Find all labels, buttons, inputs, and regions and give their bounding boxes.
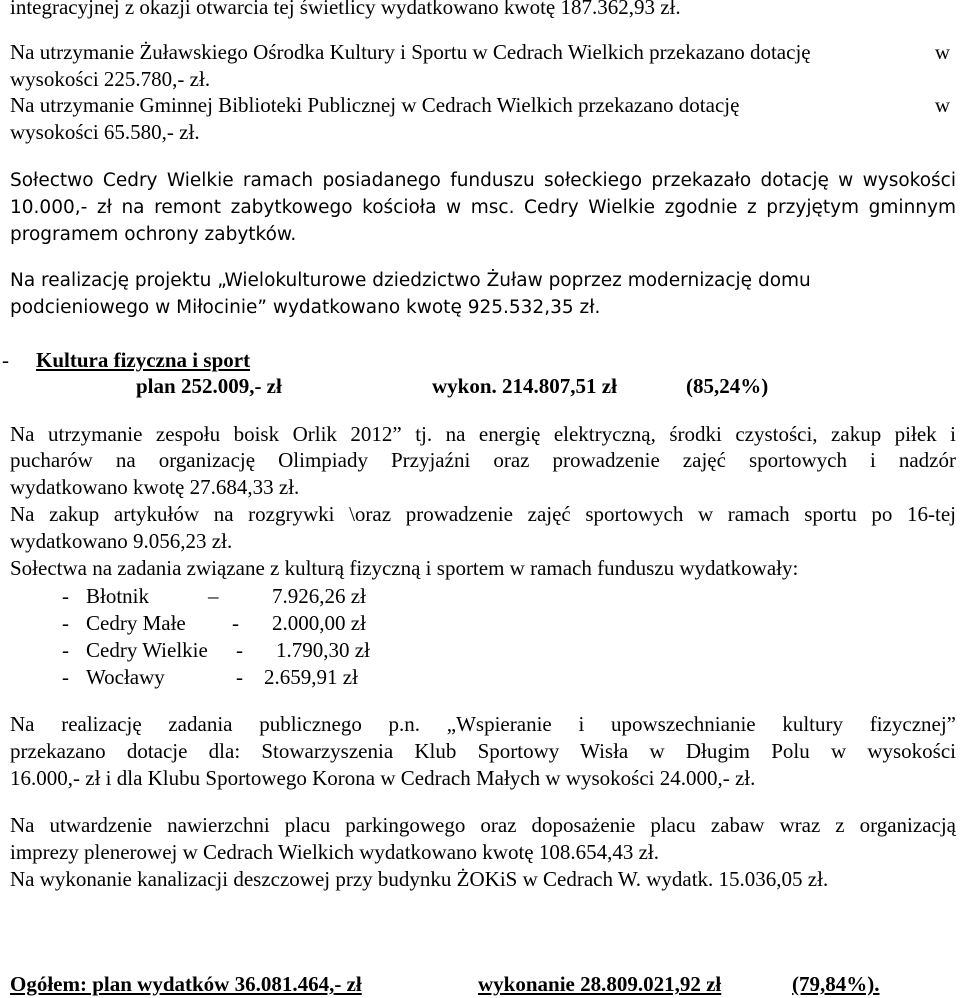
paragraph-line: integracyjnej z okazji otwarcia tej świetlicy wydatkowano kwotę 187.362,93 zł. (10, 0, 681, 19)
paragraph-line: Na realizację projektu „Wielokulturowe dziedzictwo Żuław poprzez modernizację domu (10, 270, 811, 291)
paragraph-line: 10.000,- zł na remont zabytkowego kościoła w msc. Cedry Wielkie zgodnie z przyjętym gminnym (10, 197, 956, 218)
paragraph-line: wysokości 225.780,- zł. (10, 67, 211, 91)
list-separator: - (236, 638, 243, 662)
paragraph-line: Na wykonanie kanalizacji deszczowej przy budynku ŻOKiS w Cedrach W. wydatk. 15.036,05 zł. (10, 867, 829, 891)
solectwo-amount: 2.659,91 zł (264, 665, 358, 689)
solectwo-name: Wocławy (86, 665, 165, 689)
section-heading: Kultura fizyczna i sport (36, 348, 251, 372)
list-bullet: - (62, 584, 69, 608)
paragraph-line: pucharów na organizację Olimpiady Przyjaźni oraz prowadzenie zajęć sportowych i nadzór (10, 448, 956, 472)
section-execution: wykon. 214.807,51 zł (432, 374, 617, 398)
section-plan: plan 252.009,- zł (136, 374, 282, 398)
paragraph-line: 16.000,- zł i dla Klubu Sportowego Korona w Cedrach Małych w wysokości 24.000,- zł. (10, 766, 756, 790)
list-item (0, 637, 960, 663)
paragraph-line: programem ochrony zabytków. (10, 224, 297, 245)
paragraph-line: Na utrzymanie Żuławskiego Ośrodka Kultury i Sportu w Cedrach Wielkich przekazano dotację (10, 40, 811, 64)
paragraph-line: Na realizację zadania publicznego p.n. „Wspieranie i upowszechnianie kultury fizycznej” (10, 712, 956, 736)
paragraph-line: w (934, 40, 950, 64)
list-item (0, 610, 960, 636)
section-percentage: (85,24%) (686, 374, 769, 398)
paragraph-line: wysokości 65.580,- zł. (10, 120, 200, 144)
total-execution: wykonanie 28.809.021,92 zł (478, 972, 722, 996)
paragraph-line: Na utrzymanie Gminnej Biblioteki Publicznej w Cedrach Wielkich przekazano dotację (10, 93, 740, 117)
list-separator: – (208, 584, 219, 608)
list-item (0, 583, 960, 609)
heading-bullet: - (2, 348, 9, 372)
solectwo-amount: 1.790,30 zł (276, 638, 370, 662)
solectwo-amount: 2.000,00 zł (272, 611, 366, 635)
paragraph-line: Na zakup artykułów na rozgrywki \oraz prowadzenie zajęć sportowych w ramach sportu po 16-tej (10, 502, 956, 526)
solectwo-name: Cedry Małe (86, 611, 186, 635)
paragraph-line: wydatkowano 9.056,23 zł. (10, 529, 233, 553)
list-separator: - (236, 665, 243, 689)
paragraph-line: Na utrzymanie zespołu boisk Orlik 2012” tj. na energię elektryczną, środki czystości, zakup piłek i (10, 422, 956, 446)
paragraph-line: podcieniowego w Miłocinie” wydatkowano kwotę 925.532,35 zł. (10, 297, 601, 318)
solectwo-name: Błotnik (86, 584, 150, 608)
paragraph-line: przekazano dotacje dla: Stowarzyszenia Klub Sportowy Wisła w Długim Polu w wysokości (10, 739, 956, 763)
paragraph-line: w (934, 93, 950, 117)
list-separator: - (232, 611, 239, 635)
list-item (0, 664, 960, 690)
paragraph-line: wydatkowano kwotę 27.684,33 zł. (10, 475, 300, 499)
solectwo-amount: 7.926,26 zł (272, 584, 366, 608)
paragraph-line: imprezy plenerowej w Cedrach Wielkich wydatkowano kwotę 108.654,43 zł. (10, 840, 660, 864)
solectwo-name: Cedry Wielkie (86, 638, 208, 662)
total-plan: Ogółem: plan wydatków 36.081.464,- zł (10, 972, 362, 996)
paragraph-line: Sołectwa na zadania związane z kulturą fizyczną i sportem w ramach funduszu wydatkowały: (10, 556, 799, 580)
list-bullet: - (62, 638, 69, 662)
paragraph-line: Na utwardzenie nawierzchni placu parkingowego oraz doposażenie placu zabaw wraz z organizacją (10, 813, 956, 837)
total-percentage: (79,84%). (792, 972, 880, 996)
paragraph-line: Sołectwo Cedry Wielkie ramach posiadanego funduszu sołeckiego przekazało dotację w wysokości (10, 170, 956, 191)
list-bullet: - (62, 665, 69, 689)
list-bullet: - (62, 611, 69, 635)
